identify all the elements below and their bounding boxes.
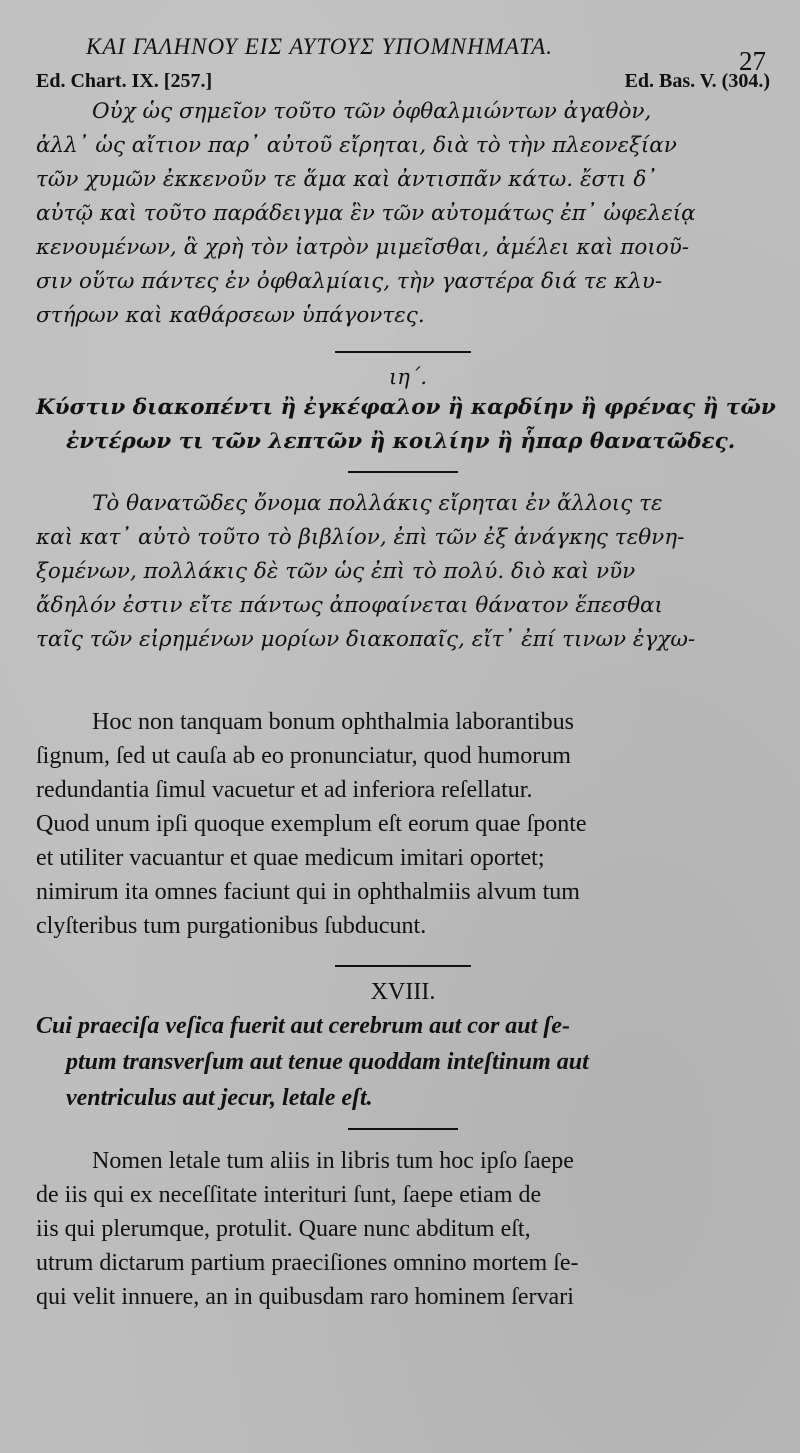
text-line: ἀλλ᾽ ὡς αἴτιον παρ᾽ αὐτοῦ εἴρηται, διὰ τὸ τὴν πλεονεξίαν (36, 133, 677, 158)
text-line: Cui praeciſa veſica fuerit aut cerebrum aut cor aut ſe- (36, 1013, 570, 1039)
latin-section-number: XVIII. (370, 979, 436, 1005)
greek-section-number: ιη΄. (389, 365, 427, 389)
greek-commentary-2 (36, 487, 770, 657)
text-line: iis qui plerumque, protulit. Quare nunc abditum eſt, (36, 1216, 531, 1242)
text-line: τῶν χυμῶν ἐκκενοῦν τε ἅμα καὶ ἀντισπᾶν κάτω. ἔστι δ᾽ (36, 167, 658, 192)
edition-bas-ref: Ed. Bas. V. (304.) (624, 70, 770, 92)
text-line: Nomen letale tum aliis in libris tum hoc ipſo ſaepe (92, 1148, 574, 1174)
text-line: κενουμένων, ἃ χρὴ τὸν ἰατρὸν μιμεῖσθαι, ἀμέλει καὶ ποιοῦ- (36, 235, 690, 260)
text-line: ἄδηλόν ἐστιν εἴτε πάντως ἀποφαίνεται θάνατον ἕπεσθαι (36, 593, 663, 618)
text-line: Quod unum ipſi quoque exemplum eſt eorum quae ſponte (36, 811, 587, 837)
latin-commentary-1 (36, 705, 770, 943)
text-line: ξομένων, πολλάκις δὲ τῶν ὡς ἐπὶ τὸ πολύ. διὸ καὶ νῦν (36, 559, 636, 584)
text-line: σιν οὕτω πάντες ἐν ὀφθαλμίαις, τὴν γαστέρα διά τε κλυ- (36, 269, 663, 294)
text-line: qui velit innuere, an in quibusdam raro hominem ſervari (36, 1284, 574, 1310)
section-divider (335, 965, 471, 967)
text-line: στήρων καὶ καθάρσεων ὑπάγοντες. (36, 303, 425, 328)
edition-chart-ref: Ed. Chart. IX. [257.] (36, 70, 213, 92)
text-line: et utiliter vacuantur et quae medicum imitari oportet; (36, 845, 545, 871)
text-line: Κύστιν διακοπέντι ἢ ἐγκέφαλον ἢ καρδίην ἢ φρένας ἢ τῶν (36, 395, 776, 420)
text-line: ἐντέρων τι τῶν λεπτῶν ἢ κοιλίην ἢ ἧπαρ θανατῶδες. (66, 429, 736, 454)
text-line: αὐτῷ καὶ τοῦτο παράδειγμα ἓν τῶν αὐτομάτως ἐπ᾽ ὠφελείᾳ (36, 201, 696, 226)
text-line: Hoc non tanquam bonum ophthalmia laborantibus (92, 709, 574, 735)
running-title: ΚΑΙ ΓΑΛΗΝΟΥ ΕΙΣ ΑΥΤΟΥΣ ΥΠΟΜΝΗΜΑΤΑ. (86, 34, 553, 59)
text-line: ptum transverſum aut tenue quoddam inteſtinum aut (66, 1049, 589, 1075)
text-line: ventriculus aut jecur, letale eſt. (66, 1085, 373, 1111)
latin-aphorism (36, 1008, 770, 1116)
greek-aphorism (36, 391, 776, 459)
text-line: Οὐχ ὡς σημεῖον τοῦτο τῶν ὀφθαλμιώντων ἀγαθὸν, (92, 99, 652, 124)
edition-line (36, 70, 770, 93)
text-line: utrum dictarum partium praeciſiones omnino mortem ſe- (36, 1250, 579, 1276)
section-divider (335, 351, 471, 353)
aphorism-divider (348, 471, 458, 473)
page-number: 27 (739, 46, 766, 76)
text-line: clyſteribus tum purgationibus ſubducunt. (36, 913, 427, 939)
text-line: nimirum ita omnes faciunt qui in ophthalmiis alvum tum (36, 879, 580, 905)
text-line: ſignum, ſed ut cauſa ab eo pronunciatur, quod humorum (36, 743, 571, 769)
text-line: Τὸ θανατῶδες ὄνομα πολλάκις εἴρηται ἐν ἄλλοις τε (92, 491, 663, 516)
running-head (36, 28, 770, 76)
text-line: ταῖς τῶν εἰρημένων μορίων διακοπαῖς, εἴτ᾽ ἐπί τινων ἐγχω- (36, 627, 696, 652)
text-line: redundantia ſimul vacuetur et ad inferiora reſellatur. (36, 777, 533, 803)
latin-commentary-2 (36, 1144, 770, 1314)
aphorism-divider (348, 1128, 458, 1130)
text-line: de iis qui ex neceſſitate interituri ſunt, ſaepe etiam de (36, 1182, 542, 1208)
text-line: καὶ κατ᾽ αὐτὸ τοῦτο τὸ βιβλίον, ἐπὶ τῶν ἐξ ἀνάγκης τεθνη- (36, 525, 685, 550)
greek-commentary-1 (36, 95, 770, 333)
